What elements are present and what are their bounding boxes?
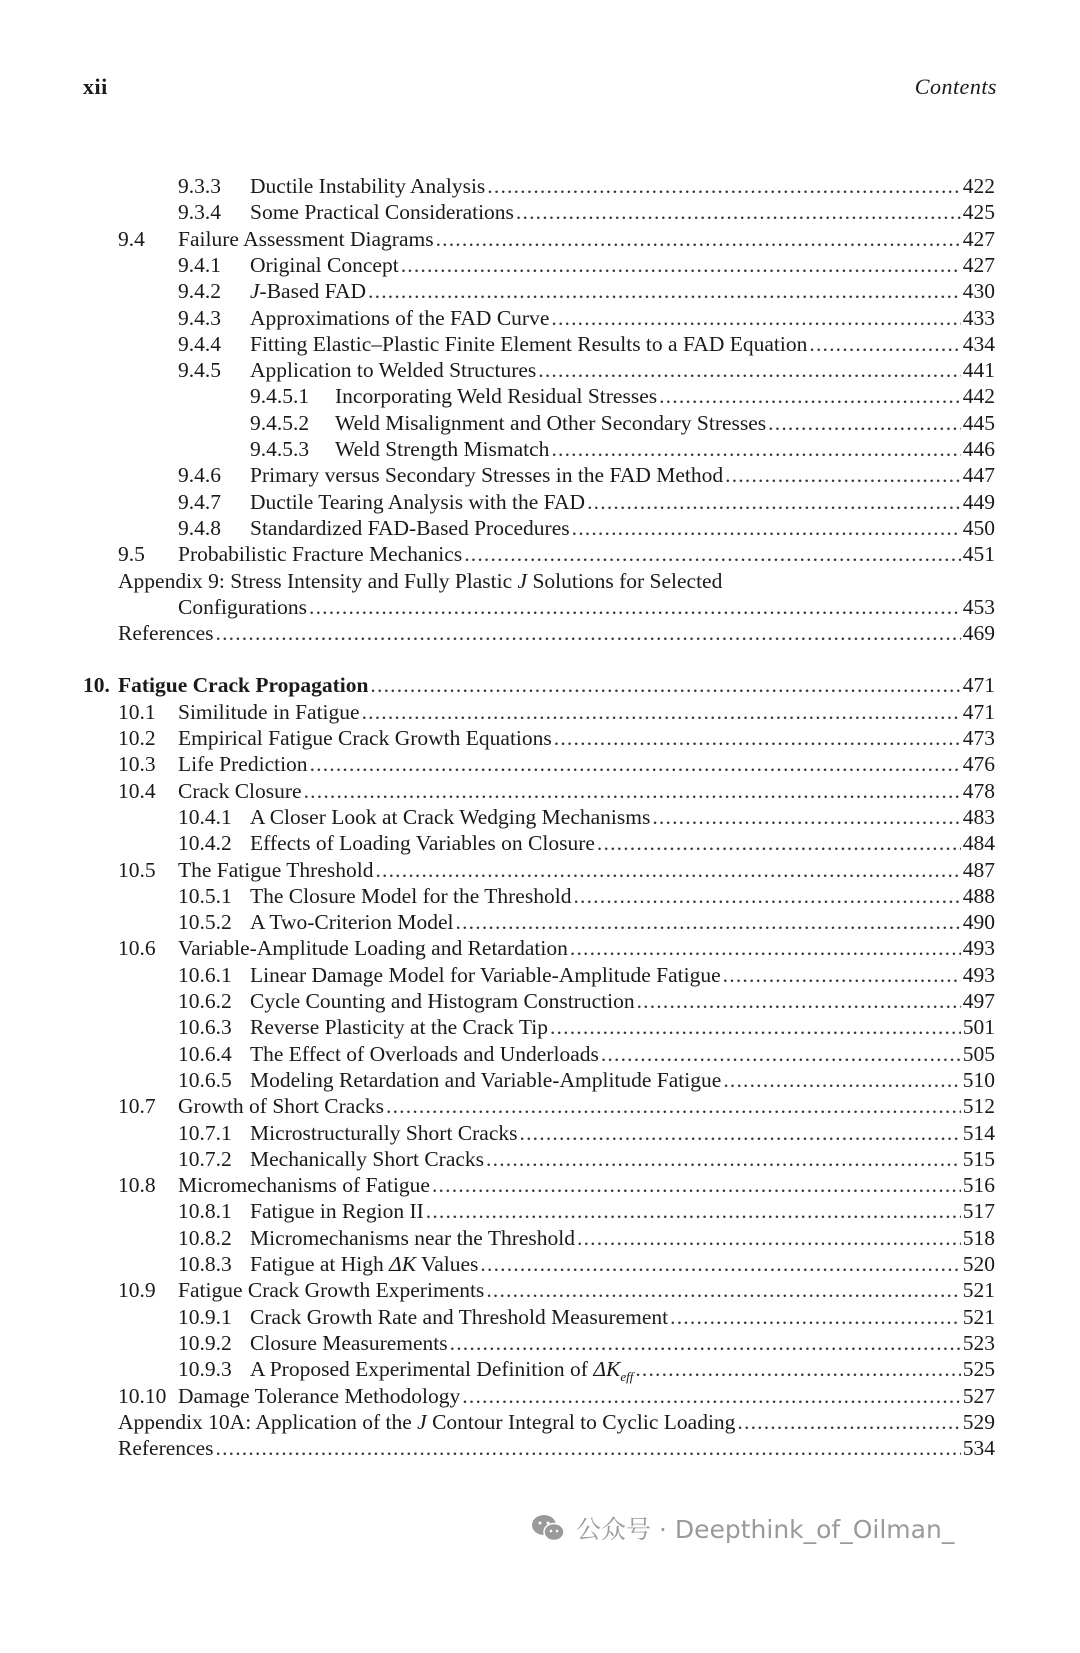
toc-title-italic: J (250, 279, 260, 304)
toc-entry-title (178, 225, 436, 253)
toc-entry[interactable] (0, 593, 1080, 621)
toc-title-text: Probabilistic Fracture Mechanics (178, 542, 463, 567)
toc-entry-number: 10.6.1 (178, 962, 232, 987)
toc-title-text: Fatigue at High (250, 1252, 390, 1276)
toc-entry[interactable] (0, 1329, 1080, 1357)
toc-entry-page: 512 (962, 1094, 995, 1119)
toc-title-text: Variable-Amplitude Loading and Retardation (178, 936, 568, 961)
toc-entry-title (250, 882, 573, 910)
toc-entry[interactable] (0, 961, 1080, 989)
toc-entry[interactable] (0, 1250, 1080, 1278)
toc-title-italic: J (417, 1409, 427, 1434)
toc-title-text: Crack Closure (178, 778, 302, 803)
toc-title-text: Ductile Tearing Analysis with the FAD (250, 489, 586, 514)
toc-entry[interactable] (0, 619, 1080, 647)
toc-entry-page: 493 (962, 962, 995, 987)
toc-entry-number: 10.7.2 (178, 1146, 232, 1171)
toc-entry[interactable] (0, 1040, 1080, 1068)
toc-entry-title (250, 803, 652, 831)
toc-entry-page: 514 (962, 1120, 995, 1145)
toc-title-text: Some Practical Considerations (250, 200, 514, 225)
toc-entry-title (335, 435, 551, 463)
toc-entry-number: 10.9.1 (178, 1304, 232, 1329)
watermark-text: 公众号 · Deepthink_of_Oilman_ (576, 1515, 955, 1544)
toc-title-text: Reverse Plasticity at the Crack Tip (250, 1015, 548, 1040)
toc-entry-page: 505 (962, 1041, 995, 1066)
toc-entry-number: 9.4.5.2 (250, 410, 310, 435)
toc-title-italic: ΔK (593, 1357, 621, 1382)
toc-entry[interactable] (0, 829, 1080, 857)
toc-entry-page: 473 (962, 726, 995, 750)
dot-leader (375, 856, 960, 884)
toc-title-text: Damage Tolerance Methodology (178, 1383, 461, 1408)
toc-entry-page: 449 (962, 489, 995, 514)
wechat-icon (530, 1513, 566, 1543)
toc-entry-title (178, 540, 464, 568)
toc-entry-title (250, 251, 401, 279)
toc-entry[interactable] (0, 1119, 1080, 1147)
toc-entry[interactable] (0, 251, 1080, 279)
toc-entry-title (118, 1408, 737, 1436)
toc-entry-page: 433 (962, 305, 995, 330)
dot-leader (577, 1224, 961, 1252)
toc-title-suffix: Solutions for Selected (527, 568, 723, 593)
toc-entry-page: 497 (962, 989, 995, 1013)
toc-entry-page: 516 (962, 1173, 995, 1198)
toc-entry-title (118, 619, 216, 647)
dot-leader (809, 330, 960, 358)
toc-title-text: Primary versus Secondary Stresses in the FAD Method (250, 463, 724, 488)
toc-title-text: Micromechanisms of Fatigue (178, 1173, 430, 1198)
dot-leader (401, 251, 961, 279)
toc-entry-title (335, 382, 659, 410)
toc-entry-number: 10. (83, 673, 110, 698)
toc-title-suffix: Contour Integral to Cyclic Loading (426, 1409, 736, 1434)
toc-entry-title (335, 409, 768, 437)
dot-leader (652, 803, 960, 831)
toc-entry-page: 471 (962, 699, 995, 724)
toc-entry-title (178, 724, 554, 752)
toc-entry-title (250, 829, 597, 857)
toc-entry-page: 521 (962, 1278, 995, 1303)
toc-entry-page: 490 (962, 910, 995, 935)
toc-entry-number: 10.10 (118, 1383, 167, 1408)
toc-title-text: A Closer Look at Crack Wedging Mechanisms (250, 804, 651, 829)
toc-entry-page: 488 (962, 883, 995, 908)
toc-entry[interactable] (0, 1145, 1080, 1173)
toc-entry-page: 529 (962, 1409, 995, 1434)
dot-leader (216, 619, 961, 647)
toc-title-text: Weld Strength Mismatch (335, 437, 550, 461)
toc-entry-page: 469 (962, 621, 995, 646)
page-number: xii (83, 74, 108, 99)
dot-leader (486, 1145, 961, 1173)
toc-entry[interactable] (0, 330, 1080, 358)
toc-entry-title (250, 1013, 550, 1041)
dot-leader (462, 1382, 960, 1410)
dot-leader (570, 934, 961, 962)
toc-entry[interactable] (0, 488, 1080, 516)
toc-title-text: References (118, 621, 214, 646)
toc-entry-number: 9.4.4 (178, 331, 221, 356)
toc-title-text: Weld Misalignment and Other Secondary Stresses (335, 410, 767, 435)
toc-entry-title (250, 198, 516, 226)
toc-entry[interactable] (0, 724, 1080, 752)
dot-leader (572, 514, 961, 542)
dot-leader (723, 961, 961, 989)
toc-entry[interactable] (0, 934, 1080, 962)
dot-leader (368, 277, 961, 305)
toc-entry-number: 10.6.4 (178, 1041, 232, 1066)
toc-entry-page: 518 (962, 1225, 995, 1250)
dot-leader (520, 1119, 961, 1147)
toc-entry[interactable] (0, 514, 1080, 542)
toc-entry-title (118, 567, 724, 595)
toc-entry-page: 447 (962, 463, 995, 488)
dot-leader (426, 1197, 961, 1225)
toc-entry-number: 9.4.1 (178, 252, 221, 277)
toc-title-subscript: eff (620, 1369, 634, 1385)
toc-title-text: A Proposed Experimental Definition of (250, 1357, 594, 1382)
toc-title-text: Approximations of the FAD Curve (250, 305, 550, 330)
toc-title-text: Ductile Instability Analysis (250, 174, 486, 198)
toc-entry-number: 9.4.7 (178, 489, 221, 514)
toc-title-text: Failure Assessment Diagrams (178, 226, 434, 251)
toc-entry[interactable] (0, 908, 1080, 936)
toc-entry-page: 430 (962, 279, 995, 304)
toc-entry[interactable] (0, 750, 1080, 778)
toc-entry-title (178, 1092, 386, 1120)
toc-title-text: Application to Welded Structures (250, 358, 537, 383)
toc-entry-title (178, 750, 310, 778)
toc-entry-page: 527 (962, 1383, 995, 1408)
toc-entry-page: 441 (962, 358, 995, 383)
toc-entry-number: 10.6 (118, 936, 156, 961)
toc-entry-number: 10.6.2 (178, 989, 232, 1013)
dot-leader (487, 172, 960, 200)
toc-title-text: Standardized FAD-Based Procedures (250, 515, 570, 540)
toc-entry[interactable] (0, 1224, 1080, 1252)
toc-title-text: Life Prediction (178, 752, 308, 777)
toc-entry-number: 10.5.1 (178, 883, 232, 908)
toc-entry-title (118, 1434, 216, 1462)
dot-leader (216, 1434, 961, 1462)
dot-leader (635, 1355, 960, 1383)
dot-leader (436, 225, 961, 253)
toc-entry-title (178, 934, 570, 962)
dot-leader (725, 461, 961, 489)
dot-leader (670, 1303, 961, 1331)
toc-entry-page: 515 (962, 1146, 995, 1171)
toc-entry-title (250, 1224, 577, 1252)
toc-entry-title (250, 461, 725, 489)
dot-leader (456, 908, 961, 936)
dot-leader (737, 1408, 960, 1436)
toc-title-text: Fatigue Crack Propagation (118, 673, 369, 698)
toc-entry-page: 501 (962, 1015, 995, 1040)
toc-entry-title (250, 1040, 601, 1068)
toc-entry-number: 9.4.5.1 (250, 384, 310, 409)
toc-title-text: Effects of Loading Variables on Closure (250, 831, 595, 856)
toc-title-text: Fatigue Crack Growth Experiments (178, 1278, 485, 1303)
toc-entry-title (250, 1303, 670, 1331)
toc-entry-number: 10.6.5 (178, 1067, 232, 1092)
toc-entry-number: 9.4.2 (178, 279, 221, 304)
toc-title-text: Fatigue in Region II (250, 1199, 424, 1224)
toc-entry-number: 9.5 (118, 542, 145, 567)
toc-entry[interactable] (0, 1408, 1080, 1436)
toc-entry-number: 9.3.4 (178, 200, 221, 225)
dot-leader (362, 698, 961, 726)
toc-entry-number: 10.7 (118, 1094, 156, 1119)
dot-leader (659, 382, 961, 410)
toc-entry[interactable] (0, 1303, 1080, 1331)
toc-entry-page: 434 (962, 331, 995, 356)
toc-entry-page: 425 (962, 200, 995, 225)
toc-entry[interactable] (0, 356, 1080, 384)
dot-leader (309, 593, 961, 621)
toc-title-text: Micromechanisms near the Threshold (250, 1225, 575, 1250)
toc-entry-page: 422 (962, 174, 995, 198)
toc-entry[interactable] (0, 225, 1080, 253)
toc-entry-number: 9.4.3 (178, 305, 221, 330)
toc-entry-title (250, 304, 551, 332)
dot-leader (551, 304, 960, 332)
toc-title-text: Fitting Elastic–Plastic Finite Element Results to a FAD Equation (250, 331, 808, 356)
toc-entry[interactable] (0, 1197, 1080, 1225)
toc-entry-page: 471 (962, 673, 995, 698)
toc-entry-page: 451 (962, 542, 995, 567)
toc-entry[interactable] (0, 382, 1080, 410)
toc-entry-title (250, 987, 637, 1015)
dot-leader (554, 724, 961, 752)
dot-leader (386, 1092, 961, 1120)
toc-entry-page: 520 (962, 1252, 995, 1276)
toc-title-text: Modeling Retardation and Variable-Amplitude Fatigue (250, 1067, 722, 1092)
toc-entry-number: 10.8.1 (178, 1199, 232, 1224)
dot-leader (573, 882, 960, 910)
toc-entry-page: 476 (962, 752, 995, 777)
toc-entry[interactable] (0, 882, 1080, 910)
toc-entry-page: 517 (962, 1199, 995, 1224)
toc-entry-title (250, 277, 368, 305)
toc-title-italic: ΔK (389, 1252, 417, 1276)
toc-title-text: Appendix 9: Stress Intensity and Fully Plastic (118, 568, 518, 593)
dot-leader (450, 1329, 961, 1357)
toc-entry-number: 10.6.3 (178, 1015, 232, 1040)
toc-title-text: A Two-Criterion Model (250, 910, 454, 935)
toc-entry-page: 446 (962, 437, 995, 461)
toc-entry[interactable] (0, 1066, 1080, 1094)
toc-entry-title (118, 671, 370, 699)
toc-entry-title (250, 330, 809, 358)
toc-entry-number: 10.8.3 (178, 1252, 232, 1276)
toc-entry-number: 9.4.8 (178, 515, 221, 540)
toc-title-text: Configurations (178, 594, 307, 619)
toc-entry[interactable] (0, 856, 1080, 884)
toc-entry-page: 450 (962, 515, 995, 540)
toc-entry[interactable] (0, 777, 1080, 805)
toc-entry-page: 534 (962, 1436, 995, 1461)
toc-title-text: Incorporating Weld Residual Stresses (335, 384, 658, 409)
toc-chapter-row[interactable] (0, 671, 1080, 699)
toc-entry[interactable] (0, 698, 1080, 726)
toc-entry-title (250, 1119, 520, 1147)
toc-entry-title (178, 593, 309, 621)
dot-leader (486, 1276, 960, 1304)
toc-entry-title (178, 1171, 432, 1199)
toc-entry[interactable] (0, 1171, 1080, 1199)
dot-leader (601, 1040, 961, 1068)
toc-entry-number: 10.9 (118, 1278, 156, 1303)
toc-entry-title (250, 514, 572, 542)
toc-entry-page: 442 (962, 384, 995, 409)
toc-entry-title (250, 1250, 480, 1278)
toc-title-text: References (118, 1436, 214, 1461)
toc-entry-page: 525 (962, 1357, 995, 1382)
toc-entry-number: 9.4 (118, 226, 145, 251)
dot-leader (597, 829, 961, 857)
toc-entry[interactable] (0, 172, 1080, 200)
toc-entry-number: 10.3 (118, 752, 156, 777)
toc-entry-number: 10.5 (118, 857, 156, 882)
toc-entry-number: 10.9.3 (178, 1357, 232, 1382)
toc-entry-number: 10.4 (118, 778, 156, 803)
toc-entry-page: 427 (962, 226, 995, 251)
toc-title-text: Original Concept (250, 252, 399, 277)
toc-title-text: Empirical Fatigue Crack Growth Equations (178, 726, 552, 750)
toc-title-text: Similitude in Fatigue (178, 699, 360, 724)
toc-title-text: Growth of Short Cracks (178, 1094, 385, 1119)
toc-entry-title (250, 1329, 450, 1357)
dot-leader (723, 1066, 960, 1094)
toc-entry-title (178, 1382, 462, 1410)
toc-title-text: Linear Damage Model for Variable-Amplitude Fatigue (250, 962, 721, 987)
toc-entry-number: 9.4.6 (178, 463, 221, 488)
toc-entry-title (250, 356, 538, 384)
toc-title-text: Microstructurally Short Cracks (250, 1120, 518, 1145)
toc-title-text: Crack Growth Rate and Threshold Measurement (250, 1304, 669, 1329)
toc-title-text: -Based FAD (259, 279, 367, 304)
toc-entry-number: 10.4.1 (178, 804, 232, 829)
toc-title-text: Cycle Counting and Histogram Construction (250, 989, 635, 1013)
toc-entry[interactable] (0, 803, 1080, 831)
toc-entry-page: 493 (962, 936, 995, 961)
toc-entry-page: 483 (962, 804, 995, 829)
toc-entry-number: 10.4.2 (178, 831, 232, 856)
toc-entry-title (178, 777, 304, 805)
toc-entry[interactable] (0, 304, 1080, 332)
toc-entry-title (250, 1197, 426, 1225)
page-header (83, 74, 997, 108)
dot-leader (310, 750, 961, 778)
toc-entry-title (250, 1066, 723, 1094)
toc-entry-number: 10.7.1 (178, 1120, 232, 1145)
toc-entry[interactable] (0, 1092, 1080, 1120)
dot-leader (464, 540, 961, 568)
toc-entry[interactable] (0, 461, 1080, 489)
toc-entry-page: 453 (962, 594, 995, 619)
toc-title-italic: J (517, 568, 528, 593)
toc-entry[interactable] (0, 987, 1080, 1015)
toc-entry-title (250, 488, 587, 516)
toc-entry-title (250, 172, 487, 200)
toc-entry-page: 523 (962, 1330, 995, 1355)
toc-entry-number: 10.5.2 (178, 910, 232, 935)
dot-leader (516, 198, 961, 226)
toc-entry-number: 10.8 (118, 1173, 156, 1198)
toc-entry[interactable] (0, 409, 1080, 437)
toc-title-text: The Fatigue Threshold (178, 857, 374, 882)
toc-entry-page: 487 (962, 857, 995, 882)
dot-leader (768, 409, 961, 437)
toc-title-text: Appendix 10A: Application of the (118, 1409, 418, 1434)
toc-entry-page: 484 (962, 831, 995, 856)
toc-entry-title (250, 961, 723, 989)
toc-entry[interactable] (0, 198, 1080, 226)
toc-entry-number: 10.8.2 (178, 1225, 232, 1250)
toc-entry-page: 478 (962, 778, 995, 803)
running-title: Contents (914, 74, 997, 99)
dot-leader (432, 1171, 961, 1199)
dot-leader (304, 777, 961, 805)
toc-entry-page: 521 (962, 1304, 995, 1329)
dot-leader (637, 987, 961, 1015)
toc-entry-number: 9.3.3 (178, 174, 221, 198)
toc-entry[interactable] (0, 1382, 1080, 1410)
toc-entry[interactable] (0, 435, 1080, 463)
toc-entry-number: 10.9.2 (178, 1330, 232, 1355)
toc-entry-page: 427 (962, 252, 995, 277)
toc-entry-page: 510 (962, 1067, 995, 1092)
dot-leader (480, 1250, 960, 1278)
dot-leader (538, 356, 960, 384)
toc-entry-title (250, 908, 456, 936)
toc-entry-title (178, 856, 375, 884)
toc-entry[interactable] (0, 1276, 1080, 1304)
toc-entry-number: 10.2 (118, 726, 156, 750)
toc-entry[interactable] (0, 567, 1080, 595)
toc-entry[interactable] (0, 277, 1080, 305)
watermark (530, 1508, 954, 1548)
toc-title-text: Mechanically Short Cracks (250, 1146, 485, 1171)
toc-entry-number: 9.4.5 (178, 358, 221, 383)
dot-leader (370, 671, 960, 699)
toc-title-text: The Closure Model for the Threshold (250, 883, 572, 908)
toc-entry-title (250, 1145, 486, 1173)
toc-entry-title (178, 1276, 486, 1304)
dot-leader (587, 488, 961, 516)
toc-entry[interactable] (0, 1355, 1080, 1383)
toc-title-text: Closure Measurements (250, 1330, 448, 1355)
toc-entry-number: 9.4.5.3 (250, 437, 310, 461)
toc-entry-title (178, 698, 362, 726)
toc-entry[interactable] (0, 540, 1080, 568)
toc-entry[interactable] (0, 1434, 1080, 1462)
dot-leader (550, 1013, 961, 1041)
toc-title-suffix: Values (416, 1252, 479, 1276)
toc-entry-page: 445 (962, 410, 995, 435)
toc-entry-number: 10.1 (118, 699, 156, 724)
toc-entry[interactable] (0, 1013, 1080, 1041)
dot-leader (551, 435, 960, 463)
toc-title-text: The Effect of Overloads and Underloads (250, 1041, 599, 1066)
